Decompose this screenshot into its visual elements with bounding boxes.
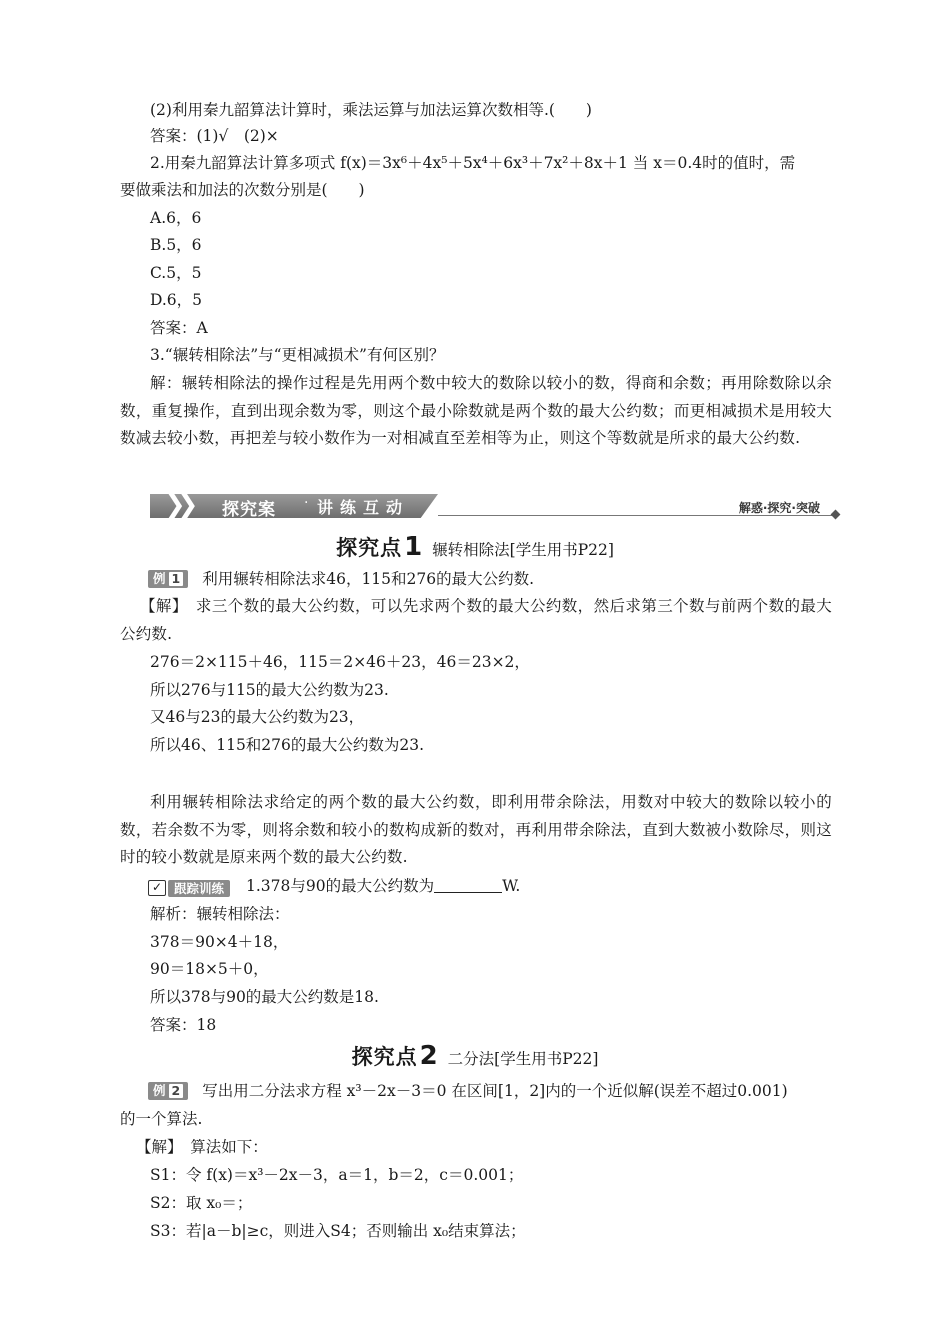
example-1-solution: 【解】 求三个数的最大公约数，可以先求两个数的最大公约数，然后求第三个数与前两个数的最大公约数. <box>120 597 833 643</box>
option-a: A.6，6 <box>150 209 202 227</box>
check-icon: ✓ <box>148 880 166 896</box>
example-1-step-4: 所以46、115和276的最大公约数为23. <box>150 736 425 754</box>
answer-blank <box>434 876 502 893</box>
algorithm-step-2: S2：取 x₀＝； <box>150 1194 253 1212</box>
question-2-item: (2)利用秦九韶算法计算时，乘法运算与加法运算次数相等.( ) <box>150 101 592 119</box>
algorithm-step-3: S3：若|a－b|≥c，则进入S4；否则输出 x₀结束算法； <box>150 1222 526 1240</box>
option-d: D.6，5 <box>150 291 203 309</box>
example-2-tag: 例 2 <box>148 1082 188 1100</box>
solution-label: 【解】 <box>140 597 180 615</box>
example-2-question: 例 2 写出用二分法求方程 x³－2x－3＝0 在区间[1，2]内的一个近似解(误差不超过0.001) <box>148 1078 830 1104</box>
example-2-solution: 【解】 算法如下： <box>136 1138 268 1156</box>
example-1-step-1: 276＝2×115＋46，115＝2×46＋23，46＝23×2， <box>150 653 530 671</box>
tracking-line-1: 解析：辗转相除法： <box>150 905 290 923</box>
question-2-line-2: 要做乘法和加法的次数分别是( ) <box>120 181 365 199</box>
question-2-line-1: 2.用秦九韶算法计算多项式 f(x)＝3x⁶＋4x⁵＋5x⁴＋6x³＋7x²＋8x＋1 当 x＝0.4时的值时，需 <box>150 154 796 172</box>
solution-label: 【解】 <box>136 1138 175 1156</box>
polynomial: f(x)＝3x⁶＋4x⁵＋5x⁴＋6x³＋7x²＋8x＋1 <box>340 154 628 172</box>
example-1-question: 例 1 利用辗转相除法求46，115和276的最大公约数. <box>148 566 830 592</box>
tracking-line-2: 378＝90×4＋18， <box>150 933 289 951</box>
banner-subtitle: 讲练互动 <box>317 498 410 517</box>
equation: x³－2x－3＝0 <box>346 1082 447 1100</box>
example-2-question-line-2: 的一个算法. <box>120 1110 203 1128</box>
explore-heading-2: 探究点2 二分法[学生用书P22] <box>351 1041 599 1071</box>
algorithm-step-1: S1：令 f(x)＝x³－2x－3，a＝1，b＝2，c＝0.001； <box>150 1166 524 1184</box>
tracking-line-3: 90＝18×5＋0， <box>150 960 269 978</box>
question-3: 3.“辗转相除法”与“更相减损术”有何区别？ <box>150 346 445 364</box>
tracking-exercise-question: ✓ 跟踪训练 1.378与90的最大公约数为 W. <box>148 873 830 899</box>
banner-title: 探究案 <box>222 500 276 520</box>
tracking-answer: 答案：18 <box>150 1016 217 1034</box>
question-3-solution: 解：辗转相除法的操作过程是先用两个数中较大的数除以较小的数，得商和余数；再用除数除以余数，重复操作，直到出现余数为零，则这个最小除数就是两个数的最大公约数；而更相减损术是用较大数减去较小数，再把差与较小数作为一对相减直至差相等为止，则这个等数就是所求的最大公约数. <box>120 374 832 447</box>
option-b: B.5，6 <box>150 236 202 254</box>
example-1-step-3: 又46与23的最大公约数为23， <box>150 708 365 726</box>
double-chevron-icon: ❯❯ <box>164 490 190 520</box>
example-1-tag: 例 1 <box>148 570 188 588</box>
tracking-exercise-tag: ✓ 跟踪训练 <box>148 880 230 897</box>
explore-heading-1: 探究点1 辗转相除法[学生用书P22] <box>336 532 614 562</box>
example-1-step-2: 所以276与115的最大公约数为23. <box>150 681 389 699</box>
method-note: 利用辗转相除法求给定的两个数的最大公约数，即利用带余除法，用数对中较大的数除以较小的数，若余数不为零，则将余数和较小的数构成新的数对，再利用带余除法，直到大数被小数除尽，则这时的较小数就是原来两个数的最大公约数. <box>120 793 832 866</box>
diamond-icon <box>831 510 841 520</box>
answer-2: 答案：A <box>150 319 208 337</box>
tracking-line-4: 所以378与90的最大公约数是18. <box>150 988 379 1006</box>
option-c: C.5，5 <box>150 264 202 282</box>
banner-dot: · <box>304 495 309 511</box>
answer-1: 答案：(1)√ (2)× <box>150 127 279 145</box>
section-banner <box>150 492 840 522</box>
banner-right-label: 解惑·探究·突破 <box>738 501 820 515</box>
